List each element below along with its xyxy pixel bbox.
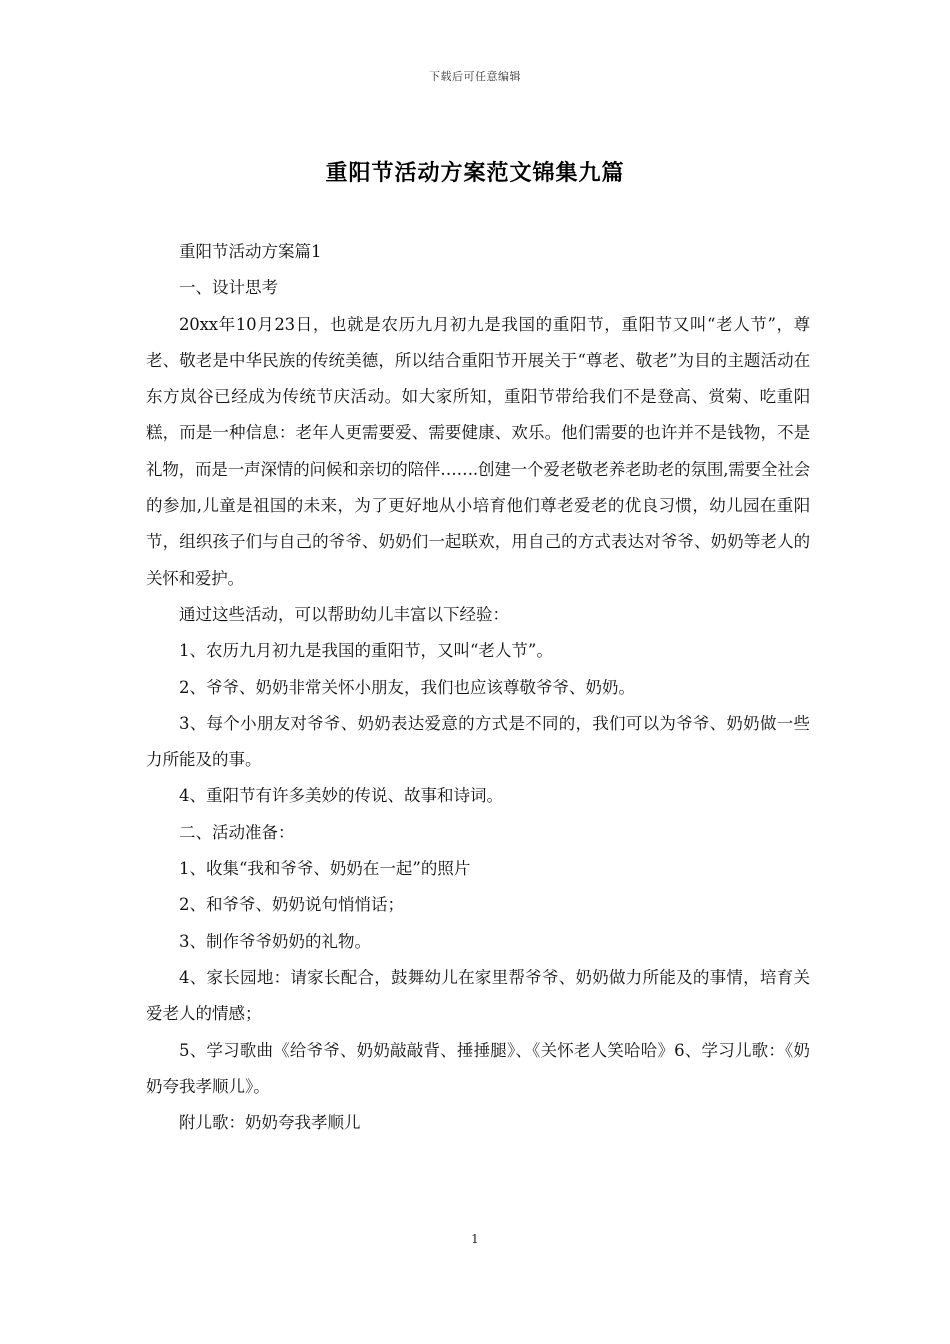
list-item: 2、爷爷、奶奶非常关怀小朋友，我们也应该尊敬爷爷、奶奶。: [179, 677, 635, 697]
list-item: 3、制作爷爷奶奶的礼物。: [179, 931, 371, 951]
page-number: 1: [471, 1232, 479, 1246]
document-title: 重阳节活动方案范文锦集九篇: [325, 160, 625, 186]
body-paragraph: 20xx年10月23日，也就是农历九月初九是我国的重阳节，重阳节又叫“老人节”，尊老、敬老是中华民族的传统美德，所以结合重阳节开展关于“尊老、敬老”为目的主题活动在东方岚谷已经成为传统节庆活动。如大家所知，重阳节带给我们不是登高、赏菊、吃重阳糕，而是一种信息：老年人更需要爱、需要健康、欢乐。他们需要的也许并不是钱物，不是礼物，而是一声深情的问候和亲切的陪伴…….创建一个爱老敬老养老助老的氛围,需要全社会的参加,儿童是祖国的未来，为了更好地从小培育他们尊老爱老的优良习惯，幼儿园在重阳节，组织孩子们与自己的爷爷、奶奶们一起联欢，用自己的方式表达对爷爷、奶奶等老人的关怀和爱护。: [146, 314, 810, 588]
list-item: 1、农历九月初九是我国的重阳节，又叫“老人节”。: [179, 641, 553, 661]
body-paragraph: 通过这些活动，可以帮助幼儿丰富以下经验：: [179, 604, 509, 624]
section-heading: 重阳节活动方案篇1: [179, 242, 322, 261]
list-item: 2、和爷爷、奶奶说句悄悄话；: [179, 895, 404, 915]
list-item: 4、家长园地：请家长配合，鼓舞幼儿在家里帮爷爷、奶奶做力所能及的事情，培育关爱老人的情感；: [146, 967, 810, 1024]
subsection-heading: 二、活动准备：: [179, 822, 295, 842]
body-paragraph: 附儿歌：奶奶夸我孝顺儿: [179, 1113, 361, 1133]
document-body: [146, 234, 810, 1141]
list-item: 4、重阳节有许多美妙的传说、故事和诗词。: [179, 786, 503, 806]
list-item: 3、每个小朋友对爷爷、奶奶表达爱意的方式是不同的，我们可以为爷爷、奶奶做一些力所能及的事。: [146, 713, 810, 770]
list-item: 1、收集“我和爷爷、奶奶在一起”的照片: [179, 859, 471, 879]
list-item: 5、学习歌曲《给爷爷、奶奶敲敲背、捶捶腿》、《关怀老人笑哈哈》6、学习儿歌：《奶奶夸我孝顺儿》。: [146, 1040, 810, 1096]
header-note: 下载后可任意编辑: [429, 70, 521, 83]
subsection-heading: 一、设计思考: [179, 278, 278, 298]
